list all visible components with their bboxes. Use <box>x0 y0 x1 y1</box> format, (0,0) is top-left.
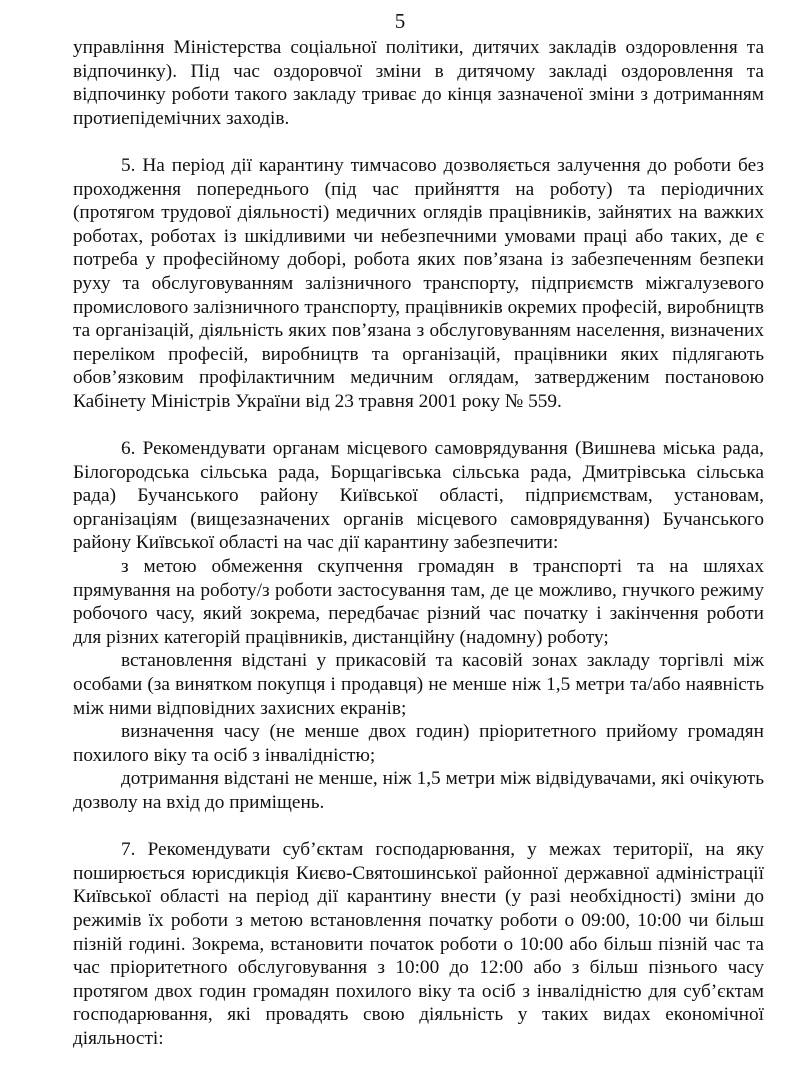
document-body <box>73 36 764 1051</box>
paragraph-6-item-4: дотримання відстані не менше, ніж 1,5 метри між відвідувачами, які очікують дозволу на вхід до приміщень. <box>73 768 764 813</box>
page-number: 5 <box>394 9 406 33</box>
paragraph-4-continuation: управління Міністерства соціальної політики, дитячих закладів оздоровлення та відпочинку). Під час оздоровчої зміни в дитячому закладі оздоровлення та відпочинку роботи такого закладу триває до кінця зазначеної зміни з дотриманням протиепідемічних заходів. <box>73 37 764 129</box>
paragraph-6-item-2: встановлення відстані у прикасовій та касовій зонах закладу торгівлі між особами (за винятком покупця і продавця) не менше ніж 1,5 метри та/або наявність між ними відповідних захисних екранів; <box>73 650 764 719</box>
paragraph-6-item-1: з метою обмеження скупчення громадян в транспорті та на шляхах прямування на роботу/з роботи застосування там, де це можливо, гнучкого режиму робочого часу, який зокрема, передбачає різний час початку і закінчення роботи для різних категорій працівників, дистанційну (надомну) роботу; <box>73 556 764 648</box>
paragraph-6-intro: 6. Рекомендувати органам місцевого самоврядування (Вишнева міська рада, Білогородська сільська рада, Борщагівська сільська рада, Дмитрівська сільська рада) Бучанського району Київської області, підприємствам, установам, організаціям (вищезазначених органів місцевого самоврядування) Бучанського району Київської області на час дії карантину забезпечити: <box>73 438 764 554</box>
paragraph-gap <box>73 130 764 154</box>
paragraph-gap <box>73 815 764 839</box>
paragraph-6-item-3: визначення часу (не менше двох годин) пріоритетного прийому громадян похилого віку та осіб з інвалідністю; <box>73 721 764 766</box>
paragraph-5: 5. На період дії карантину тимчасово дозволяється залучення до роботи без проходження попереднього (під час прийняття на роботу) та періодичних (протягом трудової діяльності) медичних оглядів працівників, зайнятих на важких роботах, роботах із шкідливими чи небезпечними умовами праці або таких, де є потреба у професійному доборі, робота яких пов’язана із забезпеченням безпеки руху та обслуговуванням залізничного транспорту, підприємств міжгалузевого промислового залізничного транспорту, працівників окремих професій, виробництв та організацій, діяльність яких пов’язана з обслуговуванням населення, визначених переліком професій, виробництв та організацій, працівники яких підлягають обов’язковим профілактичним медичним оглядам, затвердженим постановою Кабінету Міністрів України від 23 травня 2001 року № 559. <box>73 154 764 412</box>
paragraph-gap <box>73 414 764 438</box>
paragraph-7: 7. Рекомендувати суб’єктам господарювання, у межах території, на яку поширюється юрисдикція Києво-Святошинської районної державної адміністрації Київської області на період дії карантину внести (у разі необхідності) зміни до режимів їх роботи з метою встановлення початку роботи о 09:00, 10:00 чи більш пізній годині. Зокрема, встановити початок роботи о 10:00 або більш пізній час та час пріоритетного обслуговування з 10:00 до 12:00 або з більш пізнього часу протягом двох годин громадян похилого віку та осіб з інвалідністю для суб’єктам господарювання, які провадять свою діяльність у таких видах економічної діяльності: <box>73 839 764 1049</box>
